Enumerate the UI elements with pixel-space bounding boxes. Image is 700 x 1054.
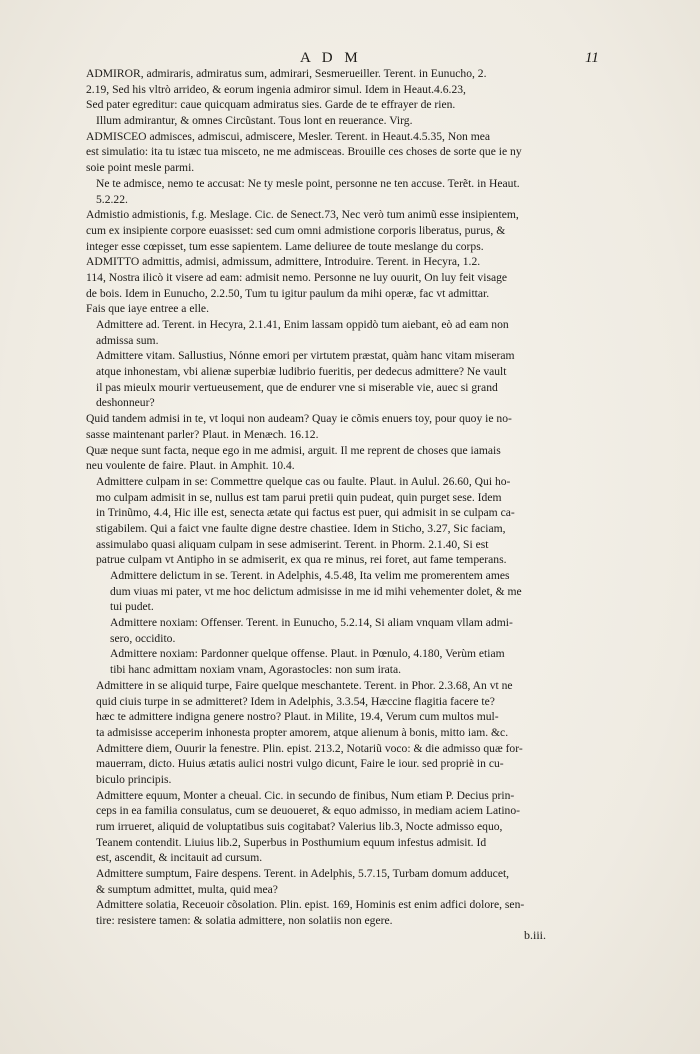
- entry-line: il pas mieulx mourir vertueusement, que de endurer vne si miserable vie, auec si grand: [96, 380, 498, 394]
- dictionary-entry: [86, 443, 612, 474]
- entry-line: ADMISCEO admisces, admiscui, admiscere, Mesler. Terent. in Heaut.4.5.35, Non mea: [86, 129, 491, 143]
- dictionary-entry: [86, 474, 612, 568]
- entry-line: cum ex insipiente corpore euasisset: sed cum omni admistione corporis liberatus, purus, &: [86, 223, 506, 237]
- running-head: A D M: [300, 50, 362, 66]
- dictionary-entry: [86, 66, 612, 113]
- entry-line: admissa sum.: [96, 333, 159, 347]
- entry-line: tire: resistere tamen: & solatia admittere, non solatiis non egere.: [96, 914, 393, 928]
- entry-line: stigabilem. Qui a faict vne faulte digne destre chastiee. Idem in Sticho, 3.27, Sic faciam,: [96, 521, 506, 535]
- dictionary-entry: [86, 646, 612, 677]
- entry-line: Admittere solatia, Receuoir cõsolation. Plin. epist. 169, Hominis est enim adfici dolore, sen-: [96, 898, 525, 912]
- dictionary-text: [86, 66, 612, 929]
- entry-line: mauerram, dicto. Huius ætatis aulici nostri vulgo dicunt, Faire le iour. sed propriè in cu-: [96, 757, 504, 771]
- entry-line: Quid tandem admisi in te, vt loqui non audeam? Quay ie cõmis enuers toy, pour quoy ie no-: [86, 412, 512, 426]
- entry-line: Quæ neque sunt facta, neque ego in me admisi, arguit. Il me reprent de choses que iamais: [86, 443, 501, 457]
- entry-line: 114, Nostra ilicò it visere ad eam: admisit nemo. Personne ne luy ouurit, On luy feit visage: [86, 270, 508, 284]
- entry-line: de bois. Idem in Eunucho, 2.2.50, Tum tu igitur paulum da mihi operæ, fac vt admittar.: [86, 286, 490, 300]
- entry-line: Admittere noxiam: Offenser. Terent. in Eunucho, 5.2.14, Si aliam vnquam vllam admi-: [110, 616, 513, 630]
- page-number: 11: [585, 50, 599, 66]
- dictionary-entry: [86, 129, 612, 176]
- entry-line: est, ascendit, & incitauit ad cursum.: [96, 851, 263, 865]
- entry-line: Admittere in se aliquid turpe, Faire quelque meschantete. Terent. in Phor. 2.3.68, An vt ne: [96, 678, 513, 692]
- dictionary-entry: [86, 897, 612, 928]
- entry-line: integer esse cœpisset, tum esse sapientem. Lame deliuree de toute meslange du corps.: [86, 239, 484, 253]
- entry-line: Fais que iaye entree a elle.: [86, 302, 209, 316]
- entry-line: Admittere noxiam: Pardonner quelque offense. Plaut. in Pœnulo, 4.180, Verùm etiam: [110, 647, 505, 661]
- entry-line: biculo principis.: [96, 772, 172, 786]
- entry-line: ta admisisse acceperim inhonesta propter amorem, atque alienum à bonis, mitto iam. &c.: [96, 725, 509, 739]
- dictionary-entry: [86, 411, 612, 442]
- dictionary-entry: [86, 176, 612, 207]
- entry-line: Admittere ad. Terent. in Hecyra, 2.1.41, Enim lassam oppidò tum aiebant, eò ad eam non: [96, 318, 509, 331]
- entry-line: hæc te admittere indigna genere nostro? Plaut. in Milite, 19.4, Verum cum multos mul-: [96, 710, 499, 724]
- entry-line: Admittere sumptum, Faire despens. Terent. in Adelphis, 5.7.15, Turbam domum adducet,: [96, 867, 510, 881]
- entry-line: 2.19, Sed his vltrò arrideo, & eorum ingenia admiror simul. Idem in Heaut.4.6.23,: [86, 82, 466, 96]
- entry-line: patrue culpam vt Antipho in se admiserit, ex qua re minus, rei foret, aut fame temperans.: [96, 553, 507, 567]
- dictionary-entry: [86, 207, 612, 254]
- entry-line: ceps in ea familia consulatus, cum se deuoueret, & equo admisso, in mediam aciem Latino-: [96, 804, 521, 818]
- entry-line: in Trinũmo, 4.4, Hic ille est, senecta ætate qui factus est puer, qui admisit in se culpam ca-: [96, 506, 515, 520]
- entry-line: Admittere culpam in se: Commettre quelque cas ou faulte. Plaut. in Aulul. 26.60, Qui ho-: [96, 474, 511, 488]
- dictionary-entry: [86, 866, 612, 897]
- entry-line: tibi hanc admittam noxiam vnam, Agorastocles: non sum irata.: [110, 663, 402, 677]
- entry-line: atque inhonestam, vbi alienæ superbiæ ludibrio fueritis, per dedecus admittere? Ne vault: [96, 365, 507, 379]
- entry-line: Sed pater egreditur: caue quicquam admiratus sies. Garde de te effrayer de rien.: [86, 98, 456, 112]
- entry-line: ADMITTO admittis, admisi, admissum, admittere, Introduire. Terent. in Hecyra, 1.2.: [86, 255, 481, 269]
- entry-line: Admistio admistionis, f.g. Meslage. Cic. de Senect.73, Nec verò tum animũ esse insipientem,: [86, 208, 519, 222]
- entry-line: Teanem contendit. Liuius lib.2, Superbus in Posthumium equum infestus admisit. Id: [96, 835, 487, 849]
- dictionary-entry: [86, 615, 612, 646]
- entry-line: sasse maintenant parler? Plaut. in Menæch. 16.12.: [86, 427, 319, 441]
- entry-line: assimulabo quasi aliquam culpam in sese admiserint. Terent. in Phorm. 2.1.40, Si est: [96, 537, 489, 551]
- entry-line: sero, occidito.: [110, 631, 176, 645]
- entry-line: soie point mesle parmi.: [86, 161, 195, 175]
- entry-line: Admittere delictum in se. Terent. in Adelphis, 4.5.48, Ita velim me promerentem ames: [110, 569, 510, 582]
- entry-line: Admittere vitam. Sallustius, Nónne emori per virtutem præstat, quàm hanc vitam miseram: [96, 349, 515, 363]
- dictionary-entry: [86, 113, 612, 129]
- entry-line: quid ciuis turpe in se admitteret? Idem in Adelphis, 3.3.54, Hæccine flagitia facere te?: [96, 694, 495, 708]
- dictionary-entry: [86, 317, 612, 348]
- dictionary-entry: [86, 741, 612, 788]
- entry-line: Admittere equum, Monter a cheual. Cic. in secundo de finibus, Num etiam P. Decius prin-: [96, 788, 515, 802]
- entry-line: Illum admirantur, & omnes Circũstant. Tous lont en reuerance. Virg.: [96, 114, 413, 128]
- entry-line: est simulatio: ita tu istæc tua misceto, ne me admisceas. Brouille ces choses de sorte que ie ny: [86, 145, 522, 159]
- entry-line: neu voulente de faire. Plaut. in Amphit. 10.4.: [86, 459, 295, 473]
- dictionary-entry: [86, 254, 612, 317]
- entry-line: rum irrueret, aliquid de voluptatibus suis cogitabat? Valerius lib.3, Nocte admisso equo,: [96, 820, 503, 833]
- entry-line: Ne te admisce, nemo te accusat: Ne ty mesle point, personne ne ten accuse. Terẽt. in Heaut.: [96, 176, 520, 190]
- entry-line: mo culpam admisit in se, nullus est tam parui pretii quin pudeat, quin purget sese. Idem: [96, 490, 502, 504]
- entry-line: dum viuas mi pater, vt me hoc delictum admisisse in me id mihi vehementer dolet, & me: [110, 584, 522, 598]
- dictionary-entry: [86, 788, 612, 866]
- entry-line: deshonneur?: [96, 396, 155, 410]
- entry-line: 5.2.22.: [96, 192, 128, 206]
- dictionary-entry: [86, 348, 612, 411]
- entry-line: & sumptum admittet, multa, quid mea?: [96, 882, 278, 896]
- entry-line: ADMIROR, admiraris, admiratus sum, admirari, Sesmerueiller. Terent. in Eunucho, 2.: [86, 67, 487, 80]
- dictionary-entry: [86, 678, 612, 741]
- entry-line: Admittere diem, Ouurir la fenestre. Plin. epist. 213.2, Notariũ voco: & die admisso quæ for-: [96, 741, 523, 755]
- dictionary-entry: [86, 568, 612, 615]
- entry-line: tui pudet.: [110, 600, 154, 614]
- signature-mark: b.iii.: [524, 928, 547, 942]
